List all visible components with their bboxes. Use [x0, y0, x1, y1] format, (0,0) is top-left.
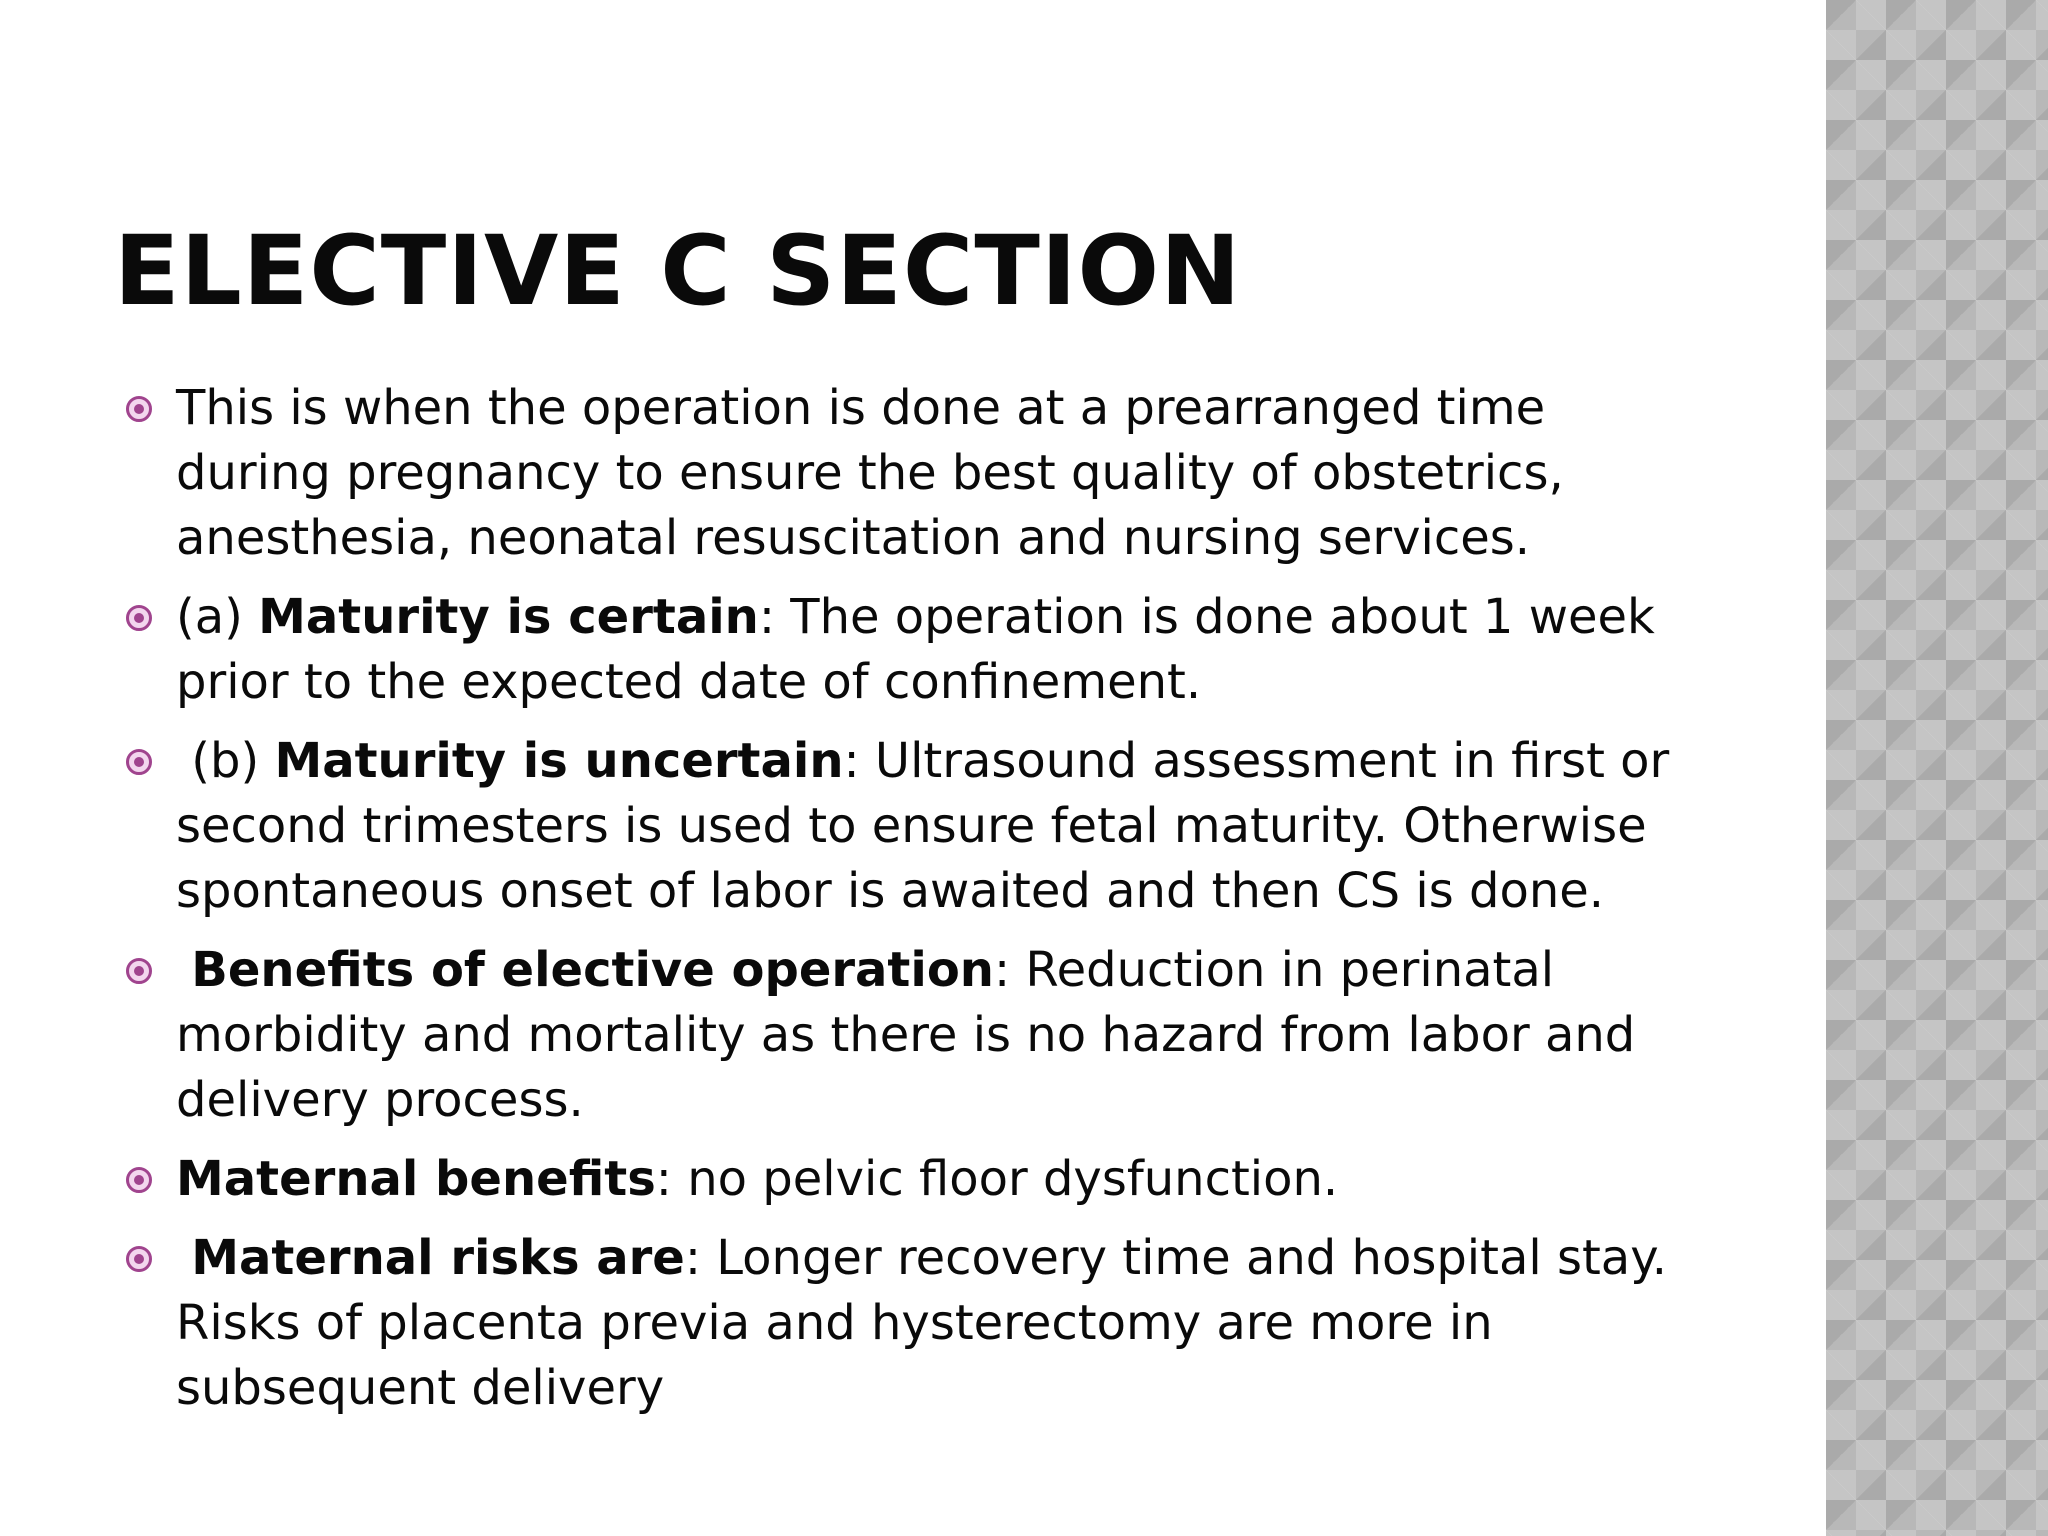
- bullet-bold-label: Maternal risks are: [191, 1230, 685, 1286]
- circle-bullet-icon: [126, 1167, 152, 1193]
- circle-bullet-icon: [126, 958, 152, 984]
- bullet-bold-label: Benefits of elective operation: [191, 942, 994, 998]
- bullet-bold-label: Maturity is uncertain: [274, 733, 844, 789]
- bullet-prefix: (b): [176, 733, 275, 789]
- bullet-item-maturity-certain: [124, 585, 1684, 715]
- bullet-text: : Reduction in perinatal morbidity and mortality as there is no hazard from labor and delivery process.: [176, 942, 1636, 1128]
- bullet-text: : The operation is done about 1 week prior to the expected date of confinement.: [176, 589, 1655, 710]
- bullet-item-definition: [124, 376, 1684, 571]
- bullet-text: : Longer recovery time and hospital stay. Risks of placenta previa and hysterectomy are more in subsequent delivery: [176, 1230, 1668, 1416]
- bullet-item-maternal-benefits: [124, 1147, 1684, 1212]
- circle-bullet-icon: [126, 605, 152, 631]
- circle-bullet-icon: [126, 749, 152, 775]
- bullet-item-maturity-uncertain: [124, 729, 1684, 924]
- bullet-prefix: [176, 942, 191, 998]
- slide-title: ELECTIVE C SECTION: [114, 215, 1242, 327]
- bullet-prefix: (a): [176, 589, 259, 645]
- bullet-prefix: [176, 1230, 191, 1286]
- circle-bullet-icon: [126, 1246, 152, 1272]
- bullet-text: : no pelvic floor dysfunction.: [655, 1151, 1339, 1207]
- decorative-side-panel: [1826, 0, 2048, 1536]
- bullet-item-maternal-risks: [124, 1226, 1684, 1421]
- bullet-bold-label: Maternal benefits: [176, 1151, 656, 1207]
- circle-bullet-icon: [126, 396, 152, 422]
- bullet-bold-label: Maturity is certain: [258, 589, 759, 645]
- bullet-item-benefits: [124, 938, 1684, 1133]
- bullet-text: This is when the operation is done at a prearranged time during pregnancy to ensure the best quality of obstetrics, anesthesia, neonatal resuscitation and nursing services.: [176, 380, 1564, 566]
- bullet-text: : Ultrasound assessment in first or second trimesters is used to ensure fetal maturity. Otherwise spontaneous onset of labor is awaited and then CS is done.: [176, 733, 1670, 919]
- bullet-list: [124, 376, 1684, 1435]
